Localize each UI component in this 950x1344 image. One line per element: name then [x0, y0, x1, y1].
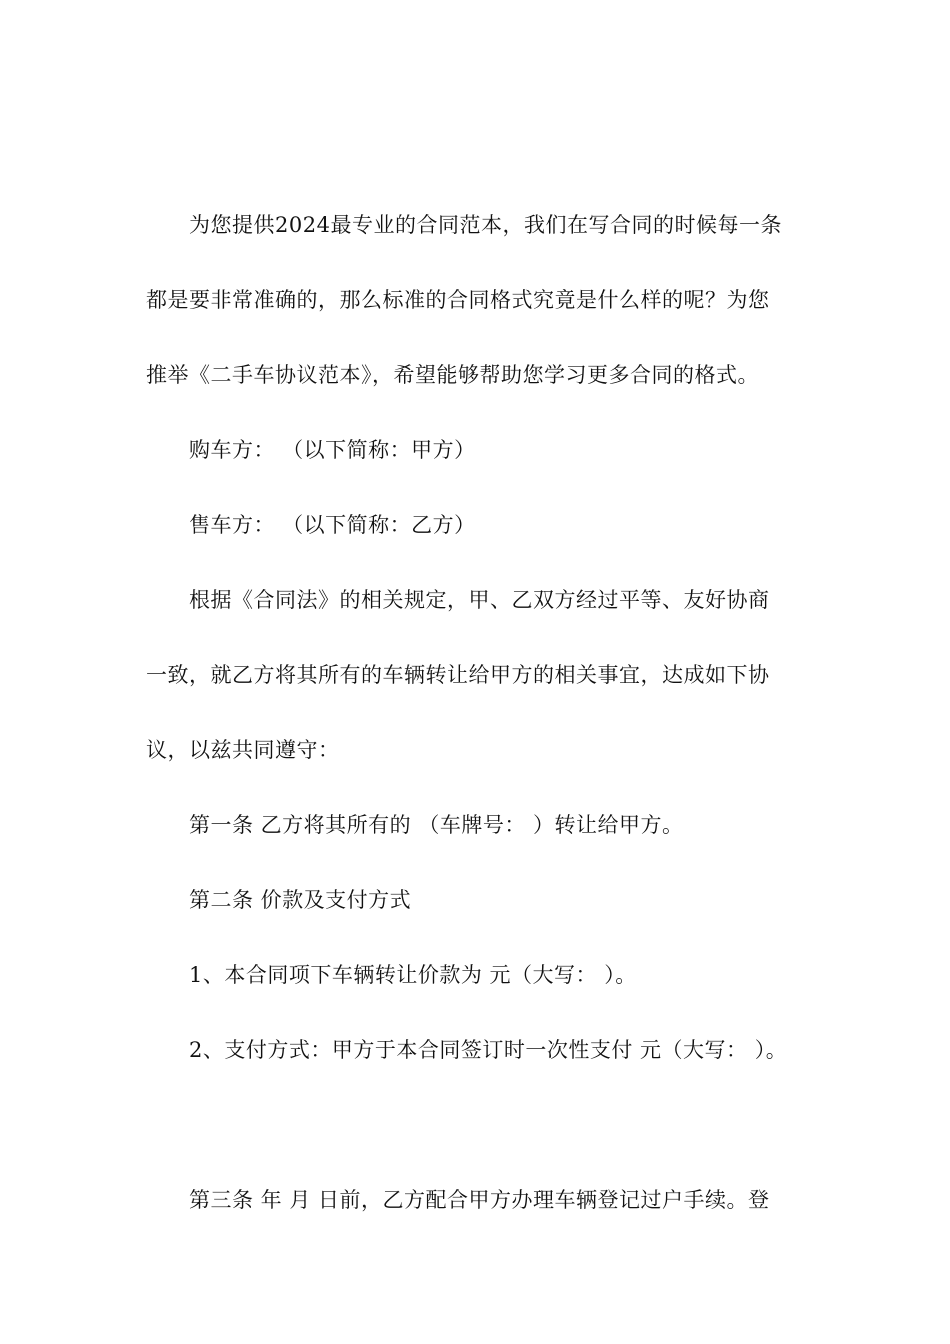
article-2-item-1: 1、本合同项下车辆转让价款为 元（大写： ）。 — [189, 963, 637, 987]
article-2-title: 第二条 价款及支付方式 — [189, 888, 412, 912]
intro-line-3: 推举《二手车协议范本》，希望能够帮助您学习更多合同的格式。 — [146, 363, 759, 387]
preamble-line-2: 一致，就乙方将其所有的车辆转让给甲方的相关事宜，达成如下协 — [146, 663, 770, 687]
preamble-line-3: 议，以兹共同遵守： — [146, 738, 340, 762]
intro-line-1: 为您提供2024最专业的合同范本，我们在写合同的时候每一条 — [189, 213, 782, 237]
seller-line: 售车方： （以下简称：乙方） — [189, 513, 476, 537]
intro-line-2: 都是要非常准确的，那么标准的合同格式究竟是什么样的呢？为您 — [146, 288, 770, 312]
article-2-item-2: 2、支付方式：甲方于本合同签订时一次性支付 元（大写： ）。 — [189, 1038, 788, 1062]
preamble-line-1: 根据《合同法》的相关规定，甲、乙双方经过平等、友好协商 — [189, 588, 770, 612]
article-3: 第三条 年 月 日前，乙方配合甲方办理车辆登记过户手续。登 — [189, 1188, 770, 1212]
article-1: 第一条 乙方将其所有的 （车牌号： ）转让给甲方。 — [189, 813, 684, 837]
buyer-line: 购车方： （以下简称：甲方） — [189, 438, 476, 462]
